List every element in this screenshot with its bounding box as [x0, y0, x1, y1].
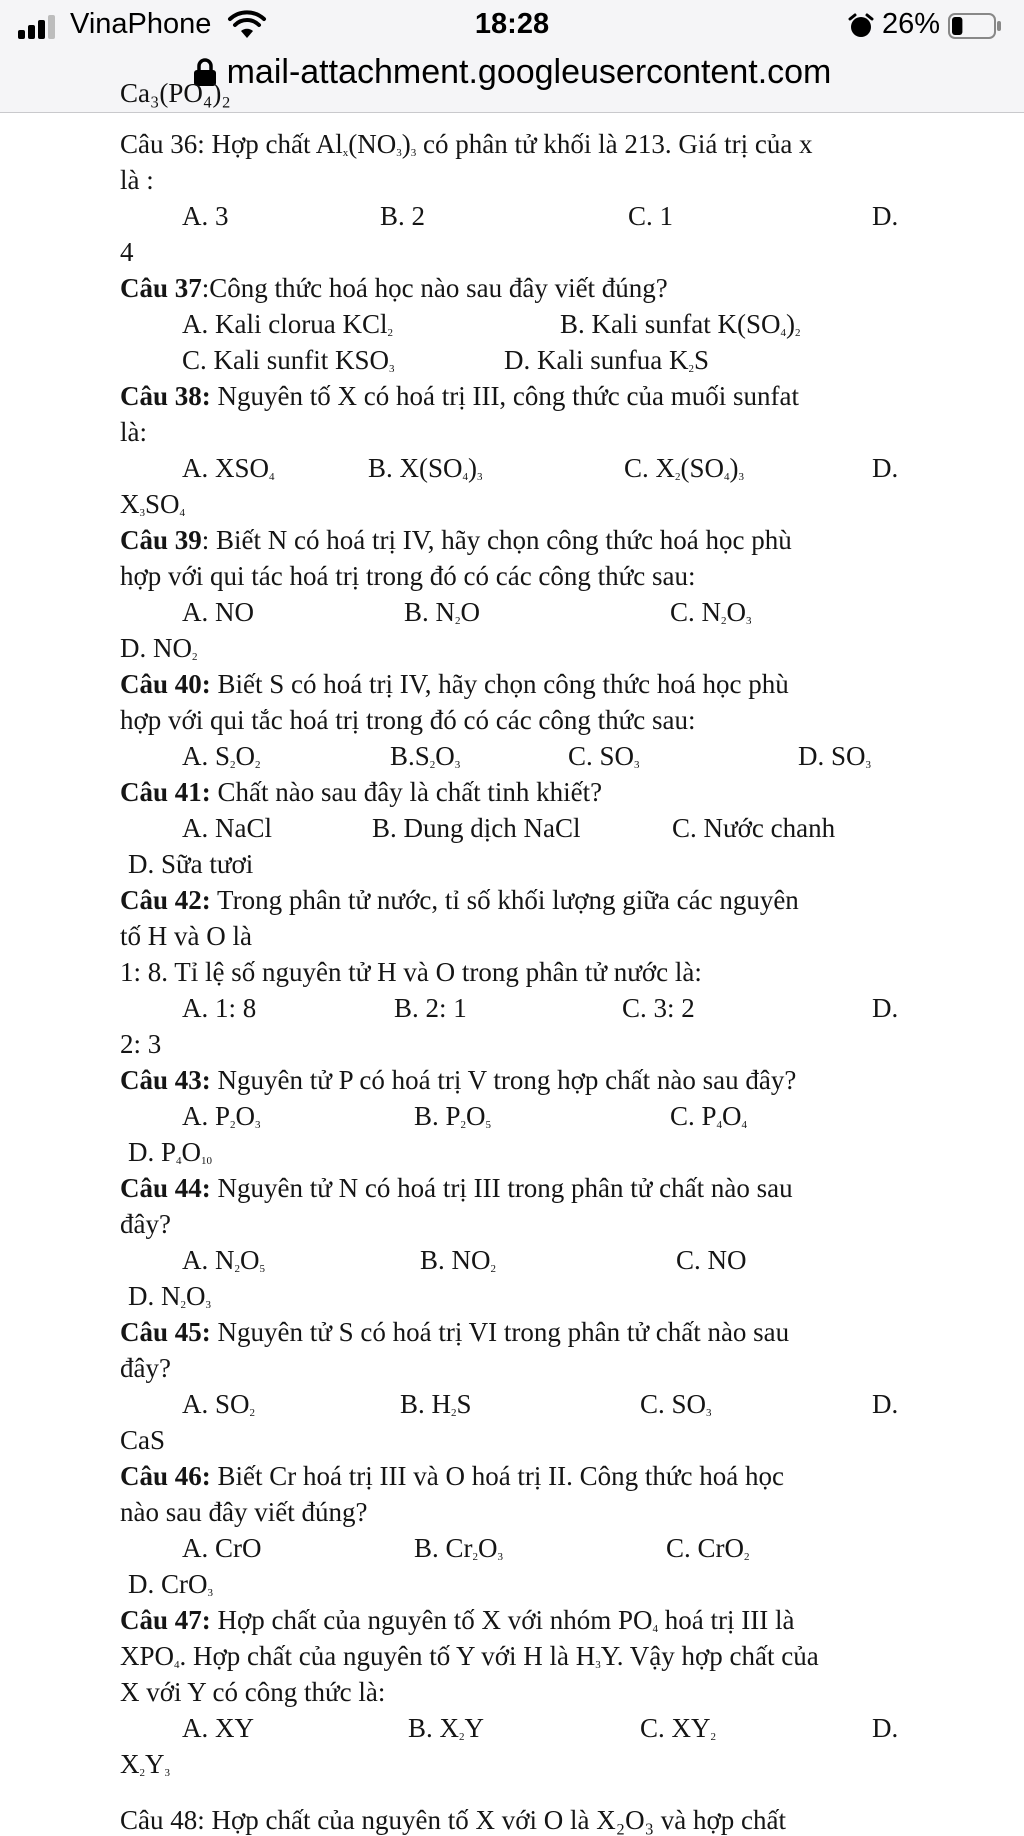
- question-36-cont: là :: [120, 165, 154, 195]
- q38-option-d: D.: [872, 453, 899, 483]
- question-39: Câu 39: Biết N có hoá trị IV, hãy chọn công thức hoá học phù: [120, 525, 792, 555]
- question-42-cont-2: 1: 8. Tỉ lệ số nguyên tử H và O trong phân tử nước là:: [120, 957, 702, 987]
- q38-option-d-value: $X_3SO_4$: [120, 489, 186, 519]
- question-38: Câu 38: Nguyên tố X có hoá trị III, công thức của muối sunfat: [120, 381, 799, 411]
- question-47-cont-2: X với Y có công thức là:: [120, 1677, 386, 1707]
- question-37: Câu 37:Công thức hoá học nào sau đây viết đúng?: [120, 273, 668, 303]
- q42-option-a: A. 1: 8: [182, 993, 257, 1023]
- q47-option-c: C. $XY_2$: [640, 1713, 717, 1743]
- battery-percent: 26%: [882, 8, 941, 40]
- question-43: Câu 43: Nguyên tử P có hoá trị V trong hợp chất nào sau đây?: [120, 1065, 797, 1095]
- question-44-cont: đây?: [120, 1209, 171, 1239]
- question-46-cont: nào sau đây viết đúng?: [120, 1497, 368, 1527]
- question-44: Câu 44: Nguyên tử N có hoá trị III trong phân tử chất nào sau: [120, 1173, 793, 1203]
- q43-option-b: B. $P_2O_5$: [414, 1101, 492, 1131]
- question-42-cont: tố H và O là: [120, 921, 252, 951]
- q36-option-a: A. 3: [182, 201, 229, 231]
- url-text[interactable]: mail-attachment.googleusercontent.com: [226, 52, 832, 91]
- q41-option-b: B. Dung dịch NaCl: [372, 813, 581, 843]
- q46-option-a: A. CrO: [182, 1533, 262, 1563]
- q40-option-b: $B.S_2O_3$: [390, 741, 461, 771]
- q41-option-a: A. NaCl: [182, 813, 272, 843]
- question-40: Câu 40: Biết S có hoá trị IV, hãy chọn công thức hoá học phù: [120, 669, 789, 699]
- q37-option-a: A. Kali clorua KCl$_2$: [182, 309, 393, 339]
- q42-option-d: D.: [872, 993, 899, 1023]
- q38-option-a: A. $XSO_4$: [182, 453, 275, 483]
- document-view[interactable]: [0, 78, 1024, 1835]
- q36-option-b: B. 2: [380, 201, 426, 231]
- q36-option-d: D.: [872, 201, 899, 231]
- q43-option-a: A. $P_2O_3$: [182, 1101, 261, 1131]
- q36-option-d-value: 4: [120, 237, 134, 267]
- q39-option-b: B. $N_2O$: [404, 597, 481, 627]
- question-45: Câu 45: Nguyên tử S có hoá trị VI trong phân tử chất nào sau: [120, 1317, 790, 1347]
- question-41: Câu 41: Chất nào sau đây là chất tinh khiết?: [120, 777, 603, 807]
- question-45-cont: đây?: [120, 1353, 171, 1383]
- q47-option-a: A. XY: [182, 1713, 254, 1743]
- question-46: Câu 46: Biết Cr hoá trị III và O hoá trị II. Công thức hoá học: [120, 1461, 785, 1491]
- q45-option-d: D.: [872, 1389, 899, 1419]
- q43-option-d: D. $P_4O_{10}$: [128, 1137, 213, 1167]
- q36-option-c: C. 1: [628, 201, 674, 231]
- question-36: Câu 36: Hợp chất $Al_x(NO_3)_3$ có phân tử khối là 213. Giá trị của x: [120, 129, 813, 159]
- q40-option-a: A. $S_2O_2$: [182, 741, 261, 771]
- q43-option-c: C. $P_4O_4$: [670, 1101, 748, 1131]
- question-38-cont: là:: [120, 417, 147, 447]
- q47-option-d-value: $X_2Y_3$: [120, 1749, 170, 1779]
- q41-option-c: C. Nước chanh: [672, 813, 836, 843]
- q47-option-d: D.: [872, 1713, 899, 1743]
- q46-option-d: D. CrO$_3$: [128, 1569, 213, 1599]
- alarm-icon: [848, 13, 874, 39]
- status-bar: [0, 0, 1024, 52]
- q46-option-b: B. $Cr_2O_3$: [414, 1533, 504, 1563]
- question-42: Câu 42: Trong phân tử nước, tỉ số khối lượng giữa các nguyên: [120, 885, 799, 915]
- q40-option-d: D. $SO_3$: [798, 741, 872, 771]
- battery-icon: [948, 13, 1002, 39]
- q40-option-c: C. $SO_3$: [568, 741, 640, 771]
- cut-off-line: Ca₃(PO₄)₂: [120, 78, 231, 108]
- q42-option-b: B. 2: 1: [394, 993, 467, 1023]
- question-47-cont: $XPO_4$. Hợp chất của nguyên tố Y với H là $H_3Y$. Vậy hợp chất của: [120, 1641, 819, 1671]
- q39-option-a: A. NO: [182, 597, 254, 627]
- q37-option-b: B. Kali sunfat $K(SO_4)_2$: [560, 309, 801, 339]
- question-47: Câu 47: Hợp chất của nguyên tố X với nhóm $PO_4$ hoá trị III là: [120, 1605, 795, 1635]
- q47-option-b: B. $X_2Y$: [408, 1713, 485, 1743]
- q42-option-d-value: 2: 3: [120, 1029, 162, 1059]
- question-39-cont: hợp với qui tác hoá trị trong đó có các công thức sau:: [120, 561, 696, 591]
- q46-option-c: C. CrO$_2$: [666, 1533, 750, 1563]
- q44-option-c: C. NO: [676, 1245, 747, 1275]
- q44-option-b: B. $NO_2$: [420, 1245, 497, 1275]
- q44-option-a: A. $N_2O_5$: [182, 1245, 265, 1275]
- q37-option-d: D. Kali sunfua $K_2S$: [504, 345, 709, 375]
- q45-option-a: A. $SO_2$: [182, 1389, 256, 1419]
- q37-option-c: C. Kali sunfit $KSO_3$: [182, 345, 395, 375]
- q38-option-b: B. $X(SO_4)_3$: [368, 453, 483, 483]
- question-48-partial: Câu 48: Hợp chất của nguyên tố X với O là X₂O₃ và hợp chất: [120, 1805, 787, 1835]
- q42-option-c: C. 3: 2: [622, 993, 695, 1023]
- q39-option-d: D. $NO_2$: [120, 633, 198, 663]
- question-40-cont: hợp với qui tắc hoá trị trong đó có các công thức sau:: [120, 705, 696, 735]
- carrier-name: VinaPhone: [70, 8, 212, 40]
- q38-option-c: C. $X_2(SO_4)_3$: [624, 453, 745, 483]
- q39-option-c: C. $N_2O_3$: [670, 597, 752, 627]
- q45-option-b: B. $H_2S$: [400, 1389, 472, 1419]
- clock-time: 18:28: [474, 8, 550, 40]
- q44-option-d: D. $N_2O_3$: [128, 1281, 211, 1311]
- q41-option-d: D. Sữa tươi: [128, 849, 254, 879]
- q45-option-d-value: CaS: [120, 1425, 166, 1455]
- q45-option-c: C. $SO_3$: [640, 1389, 712, 1419]
